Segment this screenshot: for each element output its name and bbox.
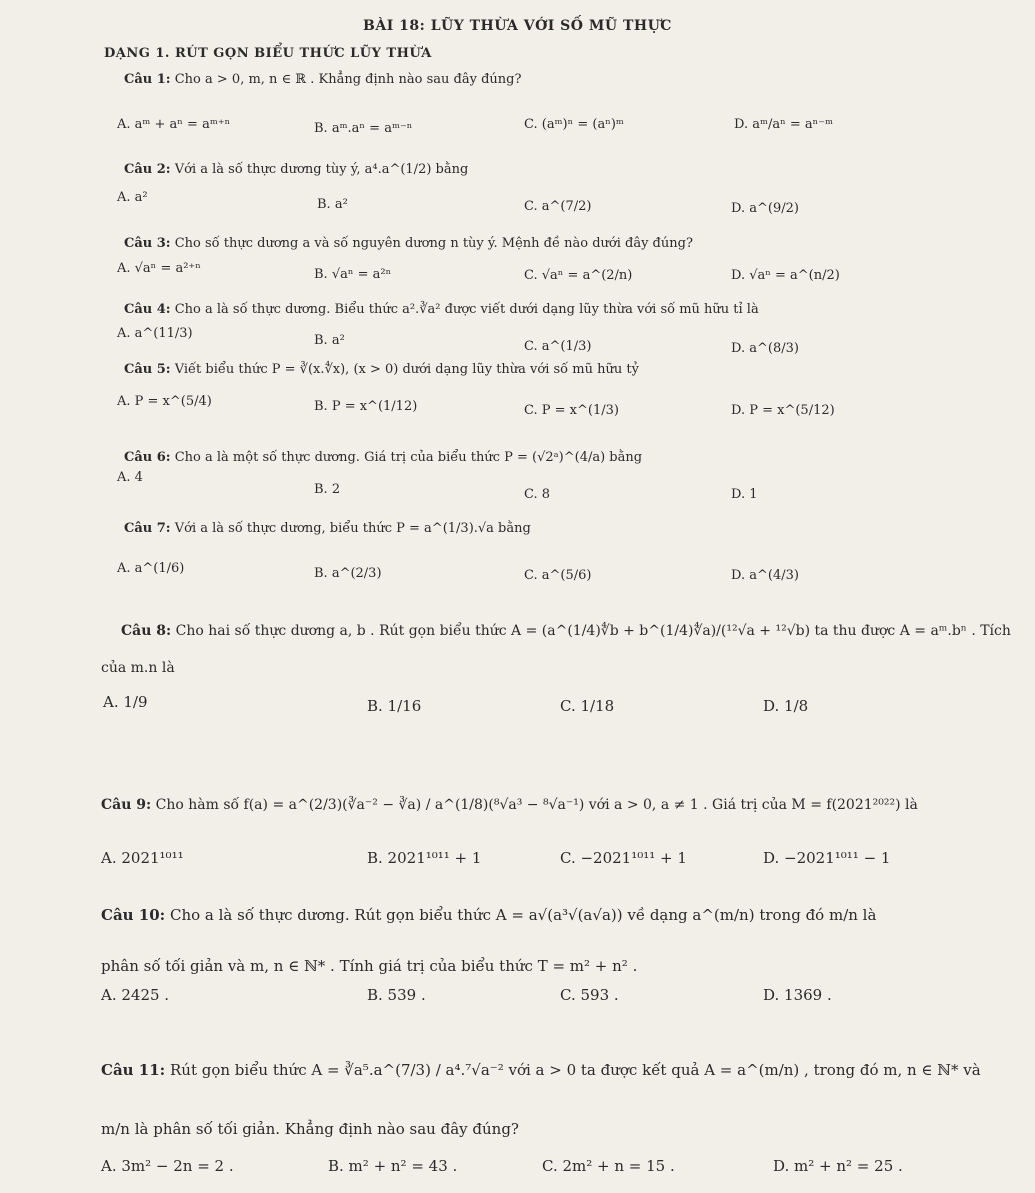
q2-option-c: C. a^(7/2) [524, 199, 592, 214]
q8-option-b: B. 1/16 [367, 697, 422, 715]
question-7 [124, 521, 531, 536]
page-title: BÀI 18: LŨY THỪA VỚI SỐ MŨ THỰC [363, 18, 672, 34]
question-label: Câu 8: [121, 623, 172, 639]
question-text: Cho a là số thực dương. Biểu thức a².∛a² được viết dưới dạng lũy thừa với số mũ hữu tỉ là [174, 302, 759, 317]
q11-option-d: D. m² + n² = 25 . [773, 1157, 903, 1175]
question-11 [101, 1061, 981, 1079]
q2-option-b: B. a² [317, 197, 348, 212]
question-text: Rút gọn biểu thức A = ∛a⁵.a^(7/3) / a⁴.⁷√a⁻² với a > 0 ta được kết quả A = a^(m/n) , trong đó m, n ∈ ℕ* và [169, 1061, 981, 1079]
q4-option-a: A. a^(11/3) [117, 326, 193, 341]
question-10 [101, 906, 876, 924]
q8-option-d: D. 1/8 [763, 697, 809, 715]
q11-option-c: C. 2m² + n = 15 . [542, 1157, 675, 1175]
question-text: Với a là số thực dương, biểu thức P = a^(1/3).√a bằng [174, 521, 531, 536]
q3-option-a: A. √aⁿ = a²⁺ⁿ [117, 261, 201, 276]
question-text: Với a là số thực dương tùy ý, a⁴.a^(1/2) bằng [174, 162, 469, 177]
question-5 [124, 362, 639, 377]
q5-option-b: B. P = x^(1/12) [314, 399, 418, 414]
question-label: Câu 4: [124, 302, 171, 317]
question-text: Cho a > 0, m, n ∈ ℝ . Khẳng định nào sau đây đúng? [174, 72, 522, 87]
q8-option-c: C. 1/18 [560, 697, 615, 715]
q3-option-d: D. √aⁿ = a^(n/2) [731, 268, 840, 283]
question-label: Câu 1: [124, 72, 171, 87]
q11-option-a: A. 3m² − 2n = 2 . [101, 1157, 234, 1175]
q5-option-c: C. P = x^(1/3) [524, 403, 619, 418]
q10-option-b: B. 539 . [367, 986, 426, 1004]
question-4 [124, 302, 759, 317]
q9-option-c: C. −2021¹⁰¹¹ + 1 [560, 849, 687, 867]
q3-option-c: C. √aⁿ = a^(2/n) [524, 268, 633, 283]
question-label: Câu 6: [124, 450, 171, 465]
question-8 [121, 623, 1011, 639]
q1-option-b: B. aᵐ.aⁿ = aᵐ⁻ⁿ [314, 121, 413, 136]
q1-option-c: C. (aᵐ)ⁿ = (aⁿ)ᵐ [524, 117, 624, 132]
q7-option-d: D. a^(4/3) [731, 568, 799, 583]
question-3 [124, 236, 693, 251]
question-1 [124, 72, 521, 87]
q10-option-d: D. 1369 . [763, 986, 832, 1004]
question-label: Câu 9: [101, 797, 152, 813]
q7-option-b: B. a^(2/3) [314, 566, 382, 581]
q6-option-d: D. 1 [731, 487, 758, 502]
q6-option-a: A. 4 [117, 470, 143, 485]
q5-option-d: D. P = x^(5/12) [731, 403, 835, 418]
q8-option-a: A. 1/9 [103, 693, 148, 711]
section-heading: DẠNG 1. RÚT GỌN BIỂU THỨC LŨY THỪA [104, 46, 432, 61]
question-label: Câu 3: [124, 236, 171, 251]
q4-option-b: B. a² [314, 333, 345, 348]
q11-option-b: B. m² + n² = 43 . [328, 1157, 458, 1175]
question-text: Cho a là số thực dương. Rút gọn biểu thức A = a√(a³√(a√a)) về dạng a^(m/n) trong đó m/n là [169, 906, 877, 924]
question-2 [124, 162, 468, 177]
q10-option-a: A. 2425 . [101, 986, 170, 1004]
question-label: Câu 7: [124, 521, 171, 536]
q2-option-d: D. a^(9/2) [731, 201, 799, 216]
q4-option-c: C. a^(1/3) [524, 339, 592, 354]
question-label: Câu 5: [124, 362, 171, 377]
question-6 [124, 450, 642, 465]
q6-option-c: C. 8 [524, 487, 551, 502]
question-text: Cho hàm số f(a) = a^(2/3)(∛a⁻² − ∛a) / a^(1/8)(⁸√a³ − ⁸√a⁻¹) với a > 0, a ≠ 1 . Giá trị của M = f(2021²⁰²²) là [155, 797, 918, 813]
question-label: Câu 2: [124, 162, 171, 177]
q9-option-a: A. 2021¹⁰¹¹ [101, 849, 184, 867]
q10-option-c: C. 593 . [560, 986, 619, 1004]
q7-option-a: A. a^(1/6) [117, 561, 185, 576]
question-text: Viết biểu thức P = ∛(x.∜x), (x > 0) dưới dạng lũy thừa với số mũ hữu tỷ [174, 362, 639, 377]
q3-option-b: B. √aⁿ = a²ⁿ [314, 267, 392, 282]
q9-option-b: B. 2021¹⁰¹¹ + 1 [367, 849, 482, 867]
question-text: Cho số thực dương a và số nguyên dương n tùy ý. Mệnh đề nào dưới đây đúng? [174, 236, 693, 251]
q1-option-d: D. aᵐ/aⁿ = aⁿ⁻ᵐ [734, 117, 834, 132]
q6-option-b: B. 2 [314, 482, 341, 497]
question-label: Câu 10: [101, 906, 166, 924]
question-8-continued: của m.n là [101, 660, 175, 676]
question-9 [101, 797, 918, 813]
q9-option-d: D. −2021¹⁰¹¹ − 1 [763, 849, 891, 867]
question-11-continued: m/n là phân số tối giản. Khẳng định nào sau đây đúng? [101, 1120, 519, 1138]
q4-option-d: D. a^(8/3) [731, 341, 799, 356]
question-text: Cho hai số thực dương a, b . Rút gọn biểu thức A = (a^(1/4)∜b + b^(1/4)∜a)/(¹²√a + ¹²√b) ta thu được A = aᵐ.bⁿ . Tích [175, 623, 1011, 639]
q1-option-a: A. aᵐ + aⁿ = aᵐ⁺ⁿ [117, 117, 231, 132]
q7-option-c: C. a^(5/6) [524, 568, 592, 583]
q5-option-a: A. P = x^(5/4) [117, 394, 212, 409]
q2-option-a: A. a² [117, 190, 148, 205]
question-text: Cho a là một số thực dương. Giá trị của biểu thức P = (√2ᵃ)^(4/a) bằng [174, 450, 643, 465]
question-10-continued: phân số tối giản và m, n ∈ ℕ* . Tính giá trị của biểu thức T = m² + n² . [101, 957, 638, 975]
question-label: Câu 11: [101, 1061, 166, 1079]
